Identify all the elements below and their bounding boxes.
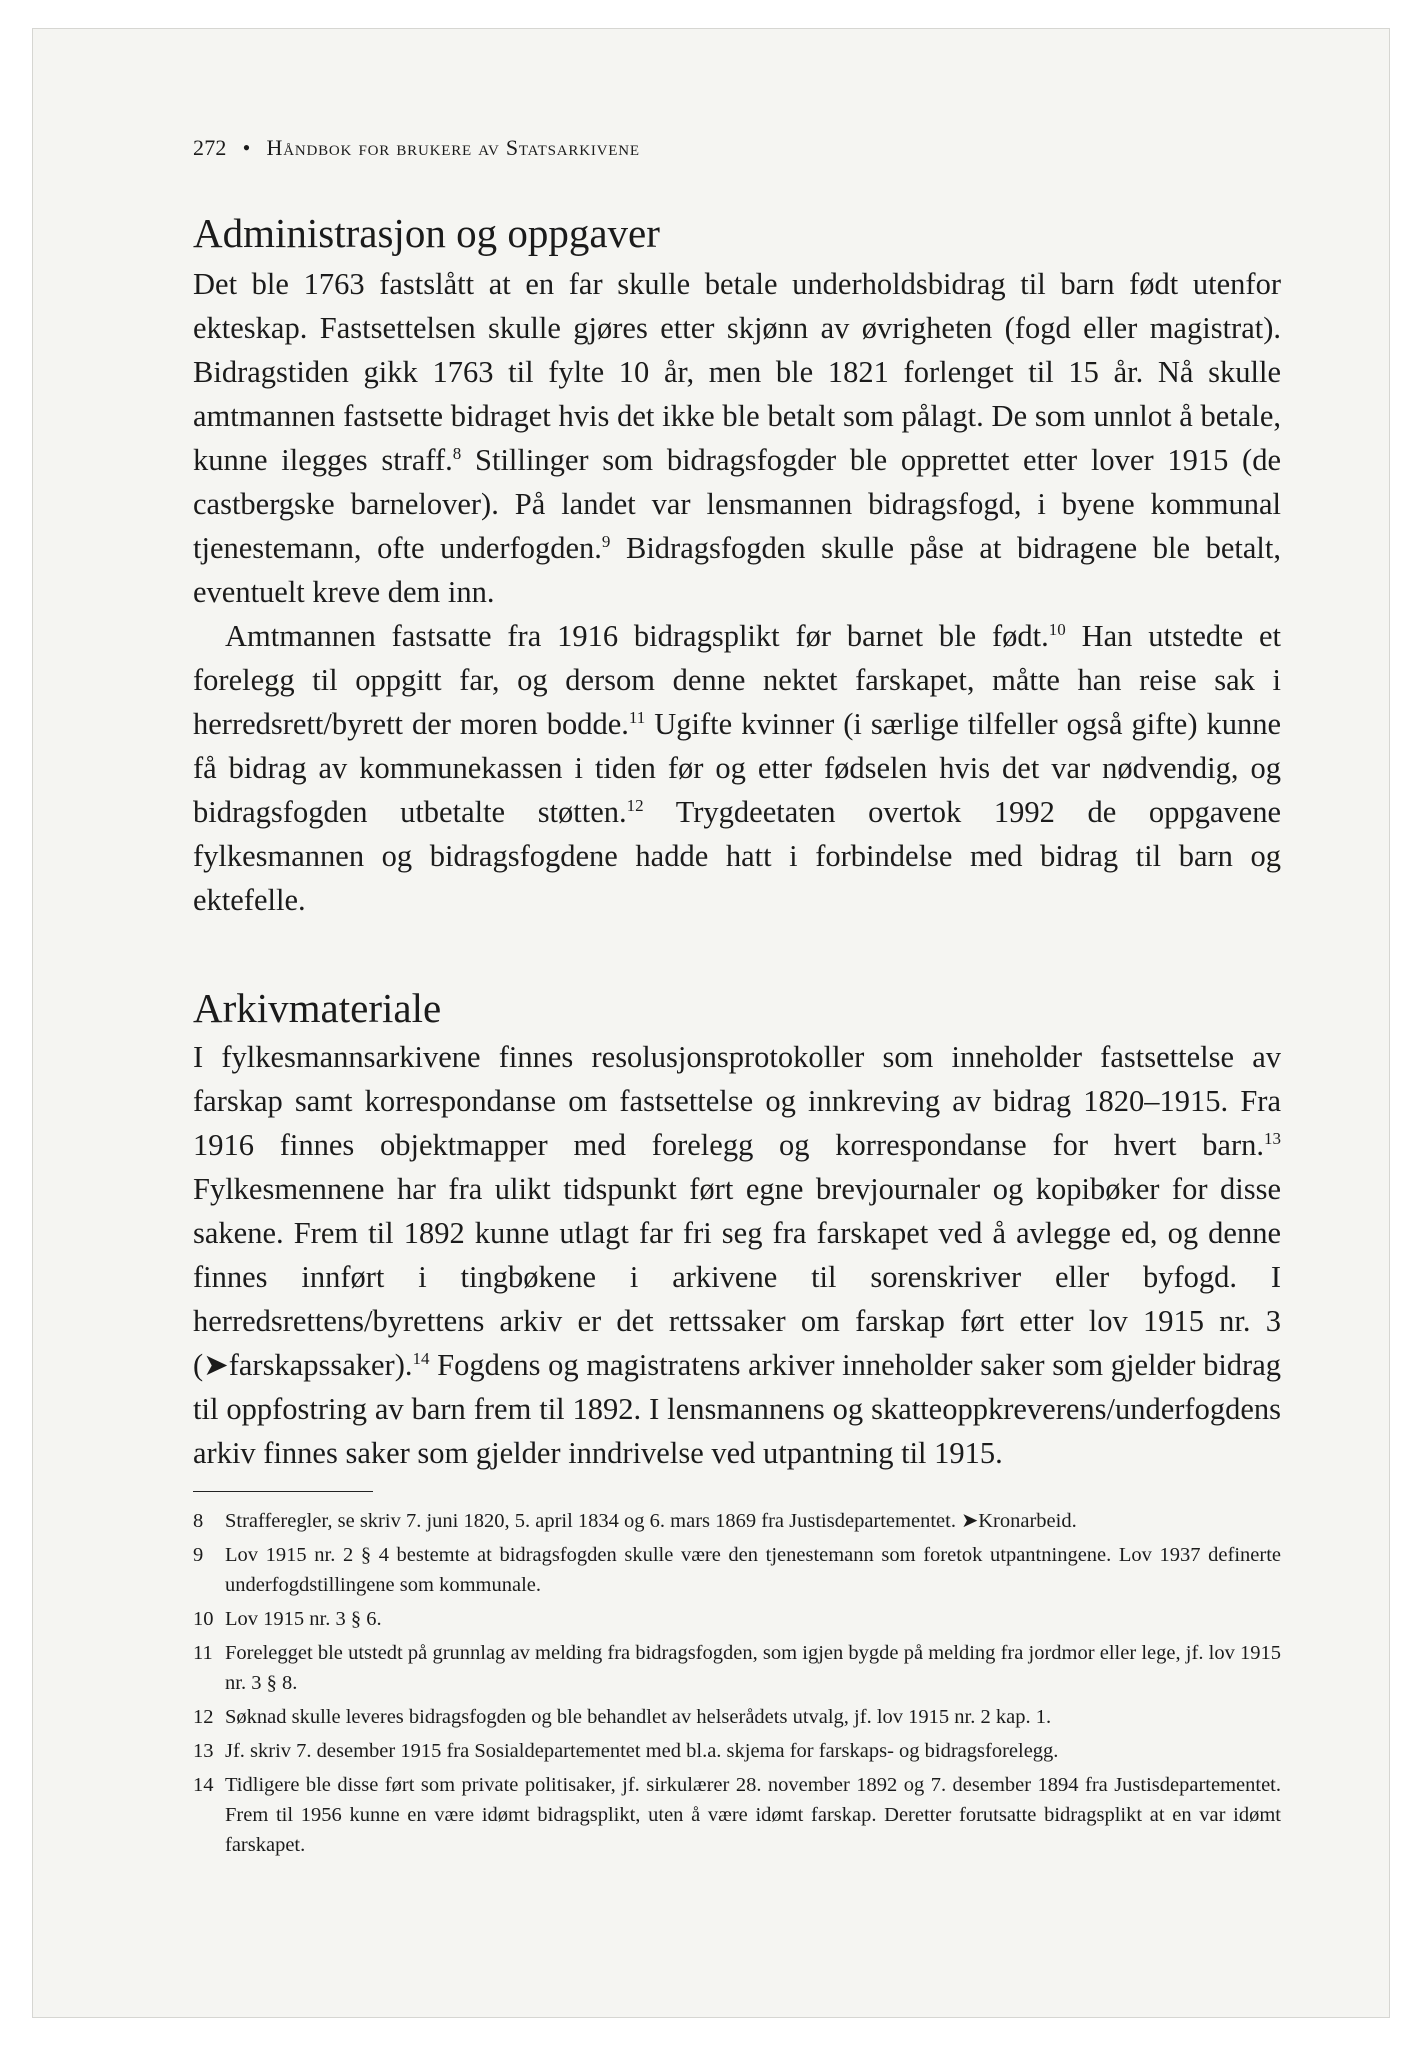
footnote-number: 9	[193, 1544, 204, 1567]
footnote-text: Lov 1915 nr. 2 § 4 bestemte at bidragsfogden skulle være den tjenestemann som foretok utpantningene. Lov 1937 definerte underfogdstillingene som kommunale.	[225, 1544, 1281, 1597]
text-run: I fylkesmannsarkivene finnes resolusjonsprotokoller som inneholder fastsettelse av farskap samt korrespondanse om fastsettelse og innkreving av bidrag 1820–1915. Fra 1916 finnes objektmapper med forelegg og korrespondanse for hvert barn.	[193, 1040, 1281, 1163]
paragraph-administrasjon-1	[193, 262, 1281, 614]
text-run: Amtmannen fastsatte fra 1916 bidragsplikt før barnet ble født.	[225, 619, 1049, 654]
text-run: Ugifte kvinner (i særlige tilfeller også gifte) kunne få bidrag av kommunekassen i tiden før og etter fødselen hvis det var nødvendig, og bidragsfogden utbetalte støtten.	[193, 707, 1281, 830]
footnote-number: 11	[193, 1642, 213, 1665]
section-heading-arkivmateriale: Arkivmateriale	[193, 985, 442, 1032]
paragraph-administrasjon-2	[193, 614, 1281, 922]
footnote-text: Søknad skulle leveres bidragsfogden og ble behandlet av helserådets utvalg, jf. lov 1915 nr. 2 kap. 1.	[225, 1706, 1052, 1729]
footnote-text: Tidligere ble disse ført som private politisaker, jf. sirkulærer 28. november 1892 og 7. desember 1894 fra Justisdepartementet. Frem til 1956 kunne en være idømt bidragsplikt, uten å være idømt farskap. Deretter forutsatte bidragsplikt at en var idømt farskapet.	[225, 1774, 1281, 1857]
footnote-ref-12: 12	[626, 795, 644, 815]
footnote-ref-13: 13	[1264, 1129, 1281, 1149]
footnote-text: Strafferegler, se skriv 7. juni 1820, 5. april 1834 og 6. mars 1869 fra Justisdepartementet. ➤Kronarbeid.	[225, 1510, 1077, 1533]
footnote-ref-14: 14	[412, 1349, 430, 1369]
page-content	[193, 135, 1281, 1864]
header-separator: •	[242, 135, 251, 160]
book-page	[32, 28, 1390, 2018]
footnote	[193, 1506, 1281, 1536]
footnote	[193, 1736, 1281, 1766]
footnote-text: Lov 1915 nr. 3 § 6.	[225, 1608, 382, 1631]
section-heading-administrasjon: Administrasjon og oppgaver	[193, 210, 660, 256]
footnote-text: Jf. skriv 7. desember 1915 fra Sosialdepartementet med bl.a. skjema for farskaps- og bidragsforelegg.	[225, 1740, 1059, 1763]
text-run: Trygdeetaten overtok 1992 de oppgavene fylkesmannen og bidragsfogdene hadde hatt i forbindelse med bidrag til barn og ektefelle.	[193, 795, 1281, 918]
text-run: Han utstedte et forelegg til oppgitt far, og dersom denne nektet farskapet, måtte han reise sak i herredsrett/byrett der moren bodde.	[193, 619, 1281, 742]
paragraph-arkivmateriale-1	[193, 1035, 1281, 1475]
footnote	[193, 1770, 1281, 1860]
text-run: Bidragsfogden skulle påse at bidragene ble betalt, eventuelt kreve dem inn.	[193, 531, 1281, 610]
text-run: Fylkesmennene har fra ulikt tidspunkt ført egne brevjournaler og kopibøker for disse sakene. Frem til 1892 kunne utlagt far fri seg fra farskapet ved å avlegge ed, og denne finnes innført i tingbøkene i arkivene til sorenskriver eller byfogd. I herredsrettens/byrettens arkiv er det rettssaker om farskap ført etter lov 1915 nr. 3 (➤farskapssaker).	[193, 1172, 1281, 1383]
footnote	[193, 1604, 1281, 1634]
page-number: 272	[193, 135, 227, 160]
footnote-divider	[193, 1491, 373, 1492]
footnote-number: 12	[193, 1706, 214, 1729]
text-run: Stillinger som bidragsfogder ble opprettet etter lover 1915 (de castbergske barnelover). På landet var lensmannen bidragsfogd, i byene kommunal tjenestemann, ofte underfogden.	[193, 443, 1281, 566]
running-header	[193, 135, 1281, 161]
footnote-ref-11: 11	[628, 707, 646, 727]
footnote	[193, 1702, 1281, 1732]
text-run: Det ble 1763 fastslått at en far skulle betale underholdsbidrag til barn født utenfor ekteskap. Fastsettelsen skulle gjøres etter skjønn av øvrigheten (fogd eller magistrat). Bidragstiden gikk 1763 til fylte 10 år, men ble 1821 forlenget til 15 år. Nå skulle amtmannen fastsette bidraget hvis det ikke ble betalt som pålagt. De som unnlot å betale, kunne ilegges straff.	[193, 267, 1281, 478]
footnote-number: 14	[193, 1774, 214, 1797]
footnote	[193, 1540, 1281, 1600]
footnote-number: 13	[193, 1740, 214, 1763]
footnote-number: 10	[193, 1608, 214, 1631]
footnote-ref-10: 10	[1048, 619, 1066, 639]
book-title: Håndbok for brukere av Statsarkivene	[266, 135, 640, 160]
footnote-ref-8: 8	[452, 443, 462, 463]
text-run: Fogdens og magistratens arkiver inneholder saker som gjelder bidrag til oppfostring av barn frem til 1892. I lensmannens og skatteoppkreverens/underfogdens arkiv finnes saker som gjelder inndrivelse ved utpantning til 1915.	[193, 1348, 1281, 1471]
footnote-ref-9: 9	[601, 531, 611, 551]
footnote-number: 8	[193, 1510, 204, 1533]
footnote-text: Forelegget ble utstedt på grunnlag av melding fra bidragsfogden, som igjen bygde på melding fra jordmor eller lege, jf. lov 1915 nr. 3 § 8.	[225, 1642, 1281, 1695]
footnotes	[193, 1506, 1281, 1860]
footnote	[193, 1638, 1281, 1698]
